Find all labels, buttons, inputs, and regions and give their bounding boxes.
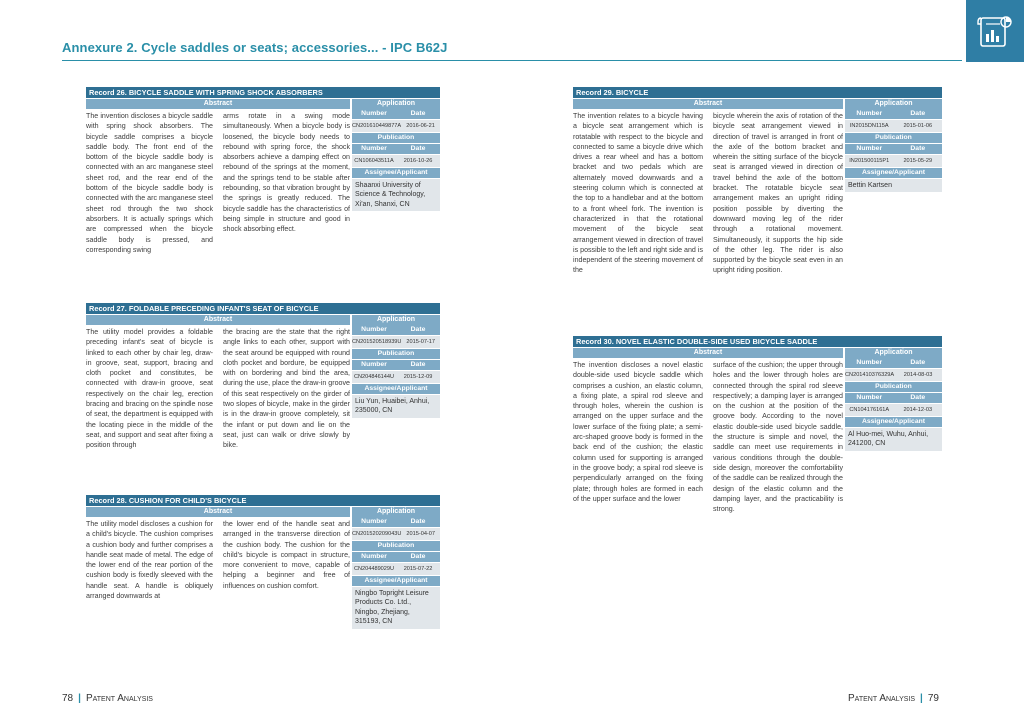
application-number: IN2015DN115A: [849, 123, 889, 129]
date-label: Date: [410, 553, 426, 560]
application-date: 2015-07-17: [406, 339, 436, 345]
publication-header: Publication: [845, 133, 942, 143]
assignee-header: Assignee/Applicant: [352, 384, 440, 394]
record-27: [86, 303, 440, 451]
publication-number: CN104176161A: [849, 407, 890, 413]
abstract-col-1: The invention relates to a bicycle having a bicycle seat arrangement which is rotatable with respect to the bicycle and connected to same a bicycle drive which drives a rear wheel and has a bottom bracket and two pedals which are alternately moved downwards and a steering column which is connected at the top to a handlebar and at the bottom to a front wheel fork. The invention is characterized in that the rotational movement of the bicycle seat arrangement viewed in direction of travel is possible to the left and right side and is independent of the steering movement of the: [573, 112, 703, 275]
number-label: Number: [361, 326, 387, 333]
footer-separator: |: [920, 693, 923, 704]
date-label: Date: [410, 326, 426, 333]
publication-date: 2015-07-22: [403, 566, 433, 572]
record-title: Record 29. BICYCLE: [573, 87, 942, 98]
abstract-col-1: The invention discloses a novel elastic double-side used bicycle saddle which comprises a cushion, an elastic column, a fixing plate, a spiral rod sleeve and through holes, wherein the cushion is arranged on the upper surface and the lower surface of the fixing plate; a semi-arc-shaped groove body is formed in the back end of the cushion; the elastic column used for supporting is arranged in the groove body; a spiral rod sleeve is perpendicularly arranged on the fixing plate; through holes are formed in each of the upper surface and the lower: [573, 361, 703, 503]
number-label: Number: [856, 359, 883, 366]
number-label: Number: [361, 553, 387, 560]
document-chart-icon: [977, 12, 1013, 50]
publication-number: CN204846144U: [353, 374, 395, 380]
publication-number: CN204489029U: [353, 566, 395, 572]
assignee-value: Shaanxi University of Science & Technology, Xi'an, Shanxi, CN: [352, 179, 440, 211]
corner-logo-box: [966, 0, 1024, 62]
application-date: 2015-01-06: [903, 123, 933, 129]
date-label: Date: [410, 110, 426, 117]
record-title: Record 28. CUSHION FOR CHILD'S BICYCLE: [86, 495, 440, 506]
abstract-header: Abstract: [86, 507, 350, 517]
date-label: Date: [910, 359, 926, 366]
record-29: [573, 87, 942, 276]
abstract-col-2: arms rotate in a swing mode simultaneously. When a bicycle body is loosened, the bicycle body needs to rebound with spring force, the shock absorbers achieve a damping effect on rebound of the springs at the moment, and the springs tend to be stable after rebounding, so that vibration brought by the springs is greatly reduced. The bicycle saddle has the characteristics of being simple in structure and good in shock absorbing effect.: [223, 112, 350, 234]
application-date: 2016-06-21: [406, 123, 435, 129]
abstract-col-2: the lower end of the handle seat and arranged in the transverse direction of the cushion body. The cushion for the child's bicycle is compact in structure, more convenient to move, capable of helping a beginner and free of influences on cushion comfort.: [223, 520, 350, 590]
footer-left: [62, 693, 153, 704]
application-date: 2014-08-03: [903, 372, 933, 378]
date-label: Date: [910, 394, 926, 401]
record-title: Record 26. BICYCLE SADDLE WITH SPRING SHOCK ABSORBERS: [86, 87, 440, 98]
abstract-col-2: bicycle wherein the axis of rotation of the bicycle seat arrangement viewed in direction of travel is arranged in front of the axle of the bottom bracket and wherein the sitting surface of the bicycle seat is arranged viewed in direction of travel behind the axle of the bottom bracket. The rotatable bicycle seat arrangement makes an upright riding position possible by diverting the downward moving leg of the rider through a rotational movement. Simultaneously, it supports the hip side of the other leg. The rider is also supported by the bicycle seat even in an upright riding position.: [713, 112, 843, 275]
record-side-panel: [352, 327, 440, 451]
publication-header: Publication: [352, 133, 440, 143]
application-number: CN201520518939U: [352, 339, 402, 345]
record-side-panel: [352, 111, 440, 255]
date-label: Date: [410, 361, 426, 368]
application-number: CN201410376329A: [845, 372, 895, 378]
record-side-panel: [845, 111, 942, 276]
application-header: Application: [352, 507, 440, 517]
publication-date: 2016-10-26: [403, 158, 433, 164]
left-footer-label: Patent Analysis: [85, 693, 153, 704]
assignee-value: Bettin Kartsen: [845, 179, 942, 192]
publication-header: Publication: [352, 541, 440, 551]
record-title: Record 27. FOLDABLE PRECEDING INFANT'S SEAT OF BICYCLE: [86, 303, 440, 314]
number-label: Number: [361, 110, 387, 117]
record-30: [573, 336, 942, 514]
publication-header: Publication: [845, 382, 942, 392]
record-28: [86, 495, 440, 629]
application-header: Application: [845, 348, 942, 358]
assignee-header: Assignee/Applicant: [845, 168, 942, 178]
footer-separator: |: [78, 693, 81, 704]
application-number: CN201610449877A: [352, 123, 402, 129]
record-title: Record 30. NOVEL ELASTIC DOUBLE-SIDE USED BICYCLE SADDLE: [573, 336, 942, 347]
publication-number: CN106043511A: [354, 158, 394, 164]
header-rule: [62, 60, 962, 61]
application-date: 2015-04-07: [406, 531, 436, 537]
abstract-header: Abstract: [86, 315, 350, 325]
assignee-header: Assignee/Applicant: [845, 417, 942, 427]
abstract-col-1: The utility model discloses a cushion for a child's bicycle. The cushion comprises a cushion body and further comprises a handle seat made of metal. The edge of the lower end of the rear portion of the cushion body is fixedly sleeved with the handle seat. A handle is obliquely arranged downwards at: [86, 520, 213, 601]
abstract-header: Abstract: [573, 99, 843, 109]
number-label: Number: [361, 518, 387, 525]
number-label: Number: [856, 145, 883, 152]
publication-date: 2015-12-09: [403, 374, 433, 380]
publication-header: Publication: [352, 349, 440, 359]
abstract-col-2: the bracing are the state that the right angle links to each other, support with the seat around be equipped with round cloth pocket and bordure, be equipped with on bordering and bind the area, during the use, place the draw-in groove of this seat respectively on the girder of two slopes of bicycle, make in the girder is in the draw-in groove completely, sit the infant or put down and lie on the seat, just can walk or drive slowly by bike.: [223, 328, 350, 450]
publication-date: 2014-12-03: [903, 407, 933, 413]
assignee-value: Liu Yun, Huaibei, Anhui, 235000, CN: [352, 395, 440, 418]
application-header: Application: [352, 99, 440, 109]
date-label: Date: [910, 110, 926, 117]
publication-number: IN201500115P1: [849, 158, 890, 164]
application-header: Application: [845, 99, 942, 109]
assignee-value: Al Huo-mei, Wuhu, Anhui, 241200, CN: [845, 428, 942, 451]
publication-date: 2015-05-29: [903, 158, 933, 164]
date-label: Date: [910, 145, 926, 152]
assignee-header: Assignee/Applicant: [352, 576, 440, 586]
abstract-col-2: surface of the cushion; the upper through holes and the lower through holes are connected through the spiral rod sleeve respectively; a damping layer is arranged on the cushion at the position of the groove body. According to the novel elastic double-side used bicycle saddle, the structure is simple and novel, the saddle can meet use requirements in various conditions through the double-side design, moreover the comfortability of the saddle can be realized through the design of the elastic column and the damping layer, and the practicability is strong.: [713, 361, 843, 514]
assignee-header: Assignee/Applicant: [352, 168, 440, 178]
right-page-number: 79: [927, 693, 939, 704]
date-label: Date: [410, 518, 426, 525]
record-side-panel: [352, 519, 440, 629]
number-label: Number: [361, 361, 387, 368]
application-header: Application: [352, 315, 440, 325]
abstract-col-1: The invention discloses a bicycle saddle with spring shock absorbers. The bicycle saddle comprises a bicycle saddle body. The front end of the bottom of the bicycle saddle body is connected with an arc manganese steel sheet rod, and the rear end of the bottom of the bicycle saddle body is connected with the arc manganese steel sheet rod through the two shock absorbers. It is actually springs which are compressed when the bicycle saddle body is pressed, and corresponding swing: [86, 112, 213, 254]
number-label: Number: [856, 394, 883, 401]
assignee-value: Ningbo Topright Leisure Products Co. Ltd., Ningbo, Zhejiang, 315193, CN: [352, 587, 440, 629]
record-26: [86, 87, 440, 255]
record-side-panel: [845, 360, 942, 514]
abstract-header: Abstract: [573, 348, 843, 358]
number-label: Number: [856, 110, 883, 117]
footer-right: [848, 693, 939, 704]
left-page-number: 78: [62, 693, 74, 704]
page-header-title: Annexure 2. Cycle saddles or seats; accessories... - IPC B62J: [62, 40, 448, 55]
abstract-header: Abstract: [86, 99, 350, 109]
abstract-col-1: The utility model provides a foldable preceding infant's seat of bicycle is linked to each other by chair leg, draw-in groove, seat, support, bracing and cloth pocket and constitutes, be connected with draw-in groove, seat respectively on the chair leg, erection bracing and bracing on the spindle nose of seat, the department is equipped with the locating piece in the middle of the seat, and support and seat after fixing a position through: [86, 328, 213, 450]
right-footer-label: Patent Analysis: [848, 693, 916, 704]
application-number: CN201520209043U: [352, 531, 402, 537]
number-label: Number: [361, 145, 387, 152]
date-label: Date: [410, 145, 426, 152]
